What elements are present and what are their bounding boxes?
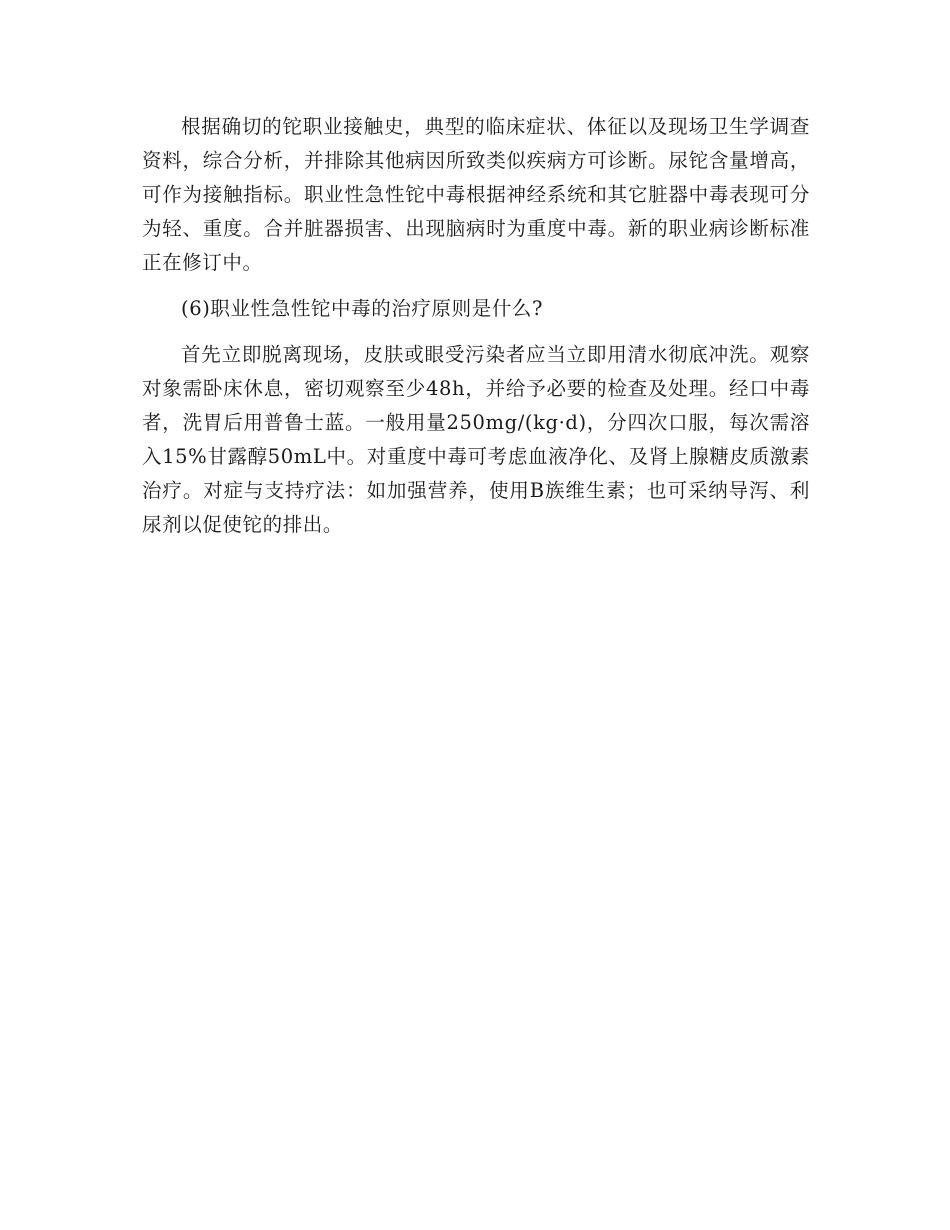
document-body (142, 110, 810, 542)
diagnosis-paragraph: 根据确切的铊职业接触史，典型的临床症状、体征以及现场卫生学调查资料，综合分析，并排除其他病因所致类似疾病方可诊断。尿铊含量增高，可作为接触指标。职业性急性铊中毒根据神经系统和其它脏器中毒表现可分为轻、重度。合并脏器损害、出现脑病时为重度中毒。新的职业病诊断标准正在修订中。 (142, 115, 810, 274)
treatment-paragraph: 首先立即脱离现场，皮肤或眼受污染者应当立即用清水彻底冲洗。观察对象需卧床休息，密切观察至少48h，并给予必要的检查及处理。经口中毒者，洗胃后用普鲁士蓝。一般用量250mg/(kg·d)，分四次口服，每次需溶入15%甘露醇50mL中。对重度中毒可考虑血液净化、及肾上腺糖皮质激素治疗。对症与支持疗法：如加强营养，使用B族维生素；也可采纳导泻、利尿剂以促使铊的排出。 (142, 343, 810, 536)
treatment-question-heading: (6)职业性急性铊中毒的治疗原则是什么? (181, 297, 544, 320)
